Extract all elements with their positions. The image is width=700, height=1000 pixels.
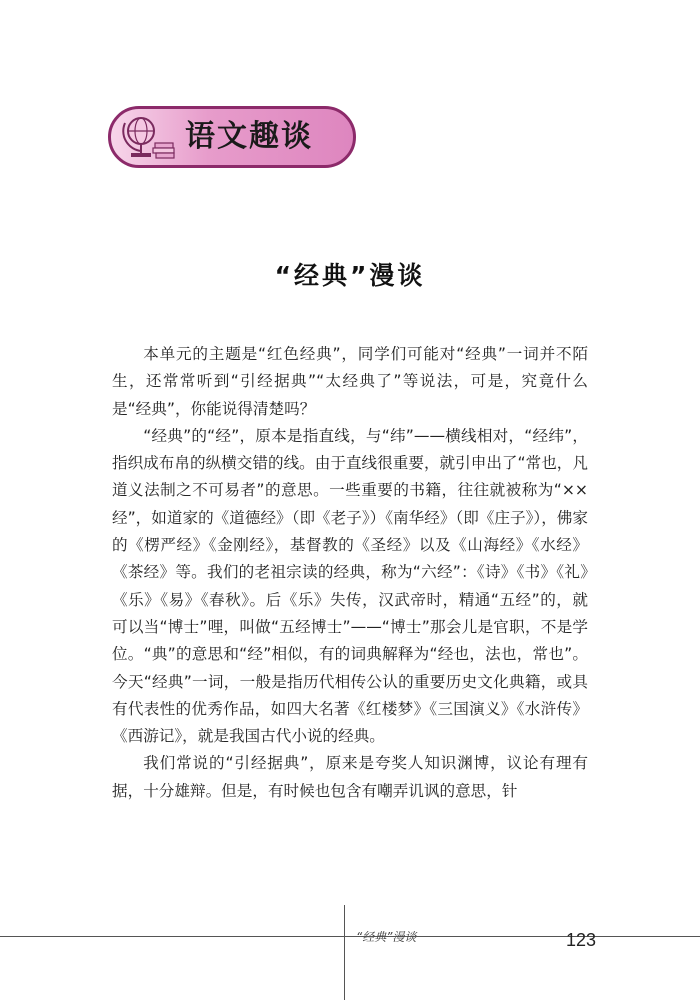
footer-vertical-divider <box>344 905 345 1000</box>
paragraph: 我们常说的“引经据典”，原来是夸奖人知识渊博，议论有理有据，十分雄辩。但是，有时候也包含有嘲弄讥讽的意思，针 <box>112 754 588 800</box>
article-body <box>112 341 588 805</box>
globe-and-books-icon <box>117 113 177 163</box>
paragraph: 本单元的主题是“红色经典”，同学们可能对“经典”一词并不陌生，还常常听到“引经据典”“太经典了”等说法，可是，究竟什么是“经典”，你能说得清楚吗？ <box>112 345 588 418</box>
paragraph: “经典”的“经”，原本是指直线，与“纬”——横线相对，“经纬”，指织成布帛的纵横交错的线。由于直线很重要，就引申出了“常也，凡道义法制之不可易者”的意思。一些重要的书籍，往往就被称为“××经”，如道家的《道德经》（即《老子》）《南华经》（即《庄子》），佛家的《楞严经》《金刚经》，基督教的《圣经》以及《山海经》《水经》《茶经》等。我们的老祖宗读的经典，称为“六经”：《诗》《书》《礼》《乐》《易》《春秋》。后《乐》失传，汉武帝时，精通“五经”的，就可以当“博士”哩，叫做“五经博士”——“博士”那会儿是官职，不是学位。“典”的意思和“经”相似，有的词典解释为“经也，法也，常也”。今天“经典”一词，一般是指历代相传公认的重要历史文化典籍，或具有代表性的优秀作品，如四大名著《红楼梦》《三国演义》《水浒传》《西游记》，就是我国古代小说的经典。 <box>112 426 588 746</box>
section-banner <box>108 106 356 168</box>
article-title: “经典”漫谈 <box>274 261 426 290</box>
running-title: “经典”漫谈 <box>356 930 417 944</box>
page-number: 123 <box>566 930 597 950</box>
banner-title: 语文趣谈 <box>185 119 313 154</box>
